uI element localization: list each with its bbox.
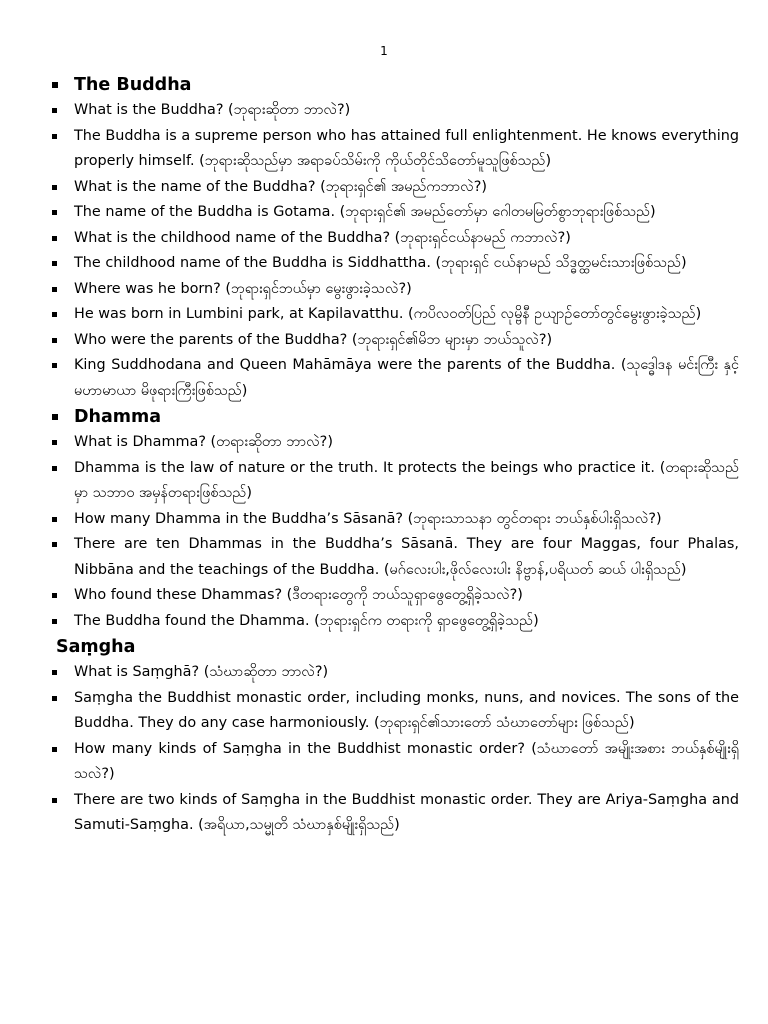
section-heading — [0, 634, 768, 660]
bullet-icon — [52, 185, 57, 190]
list-item — [0, 200, 768, 226]
bullet-icon — [52, 134, 57, 139]
list-item-text: The Buddha is a supreme person who has attained full enlightenment. He knows everything properly himself. (ဘုရားဆိုသည်မှာ အရာခပ်သိမ်းကို ကိုယ်တိုင်သိတော်မူသူဖြစ်သည်) — [74, 127, 739, 169]
bullet-icon — [52, 261, 57, 266]
list-item-text: There are two kinds of Saṃgha in the Buddhist monastic order. They are Ariya-Saṃgha and Samuti-Saṃgha. (အရိယာ,သမ္မုတိ သံဃာနှစ်မျိုးရှိသည်) — [74, 791, 739, 833]
list-item-text: The Buddha found the Dhamma. (ဘုရားရှင်က တရားကို ရှာဖွေတွေ့ရှိခဲ့သည်) — [74, 612, 539, 629]
list-item — [0, 277, 768, 303]
list-item-text: What is Dhamma? (တရားဆိုတာ ဘာလဲ?) — [74, 434, 333, 450]
bullet-icon — [52, 338, 57, 343]
bullet-icon — [52, 440, 57, 445]
list-item-text: What is Saṃghā? (သံဃာဆိုတာ ဘာလဲ?) — [74, 664, 329, 680]
list-item-text: Where was he born? (ဘုရားရှင်ဘယ်မှာ မွေးဖွားခဲ့သလဲ?) — [74, 280, 412, 297]
list-item-text: Who were the parents of the Buddha? (ဘုရားရှင်၏မိဘ များမှာ ဘယ်သူလဲ?) — [74, 331, 553, 348]
list-item-text: What is the Buddha? (ဘုရားဆိုတာ ဘာလဲ?) — [74, 102, 351, 118]
bullet-icon — [52, 414, 58, 420]
list-item — [0, 353, 768, 404]
list-item-text: King Suddhodana and Queen Mahāmāya were the parents of the Buddha. (သုဒ္ဓေါဒန မင်းကြီး နှင့်မဟာမာယာ မိဖုရားကြီးဖြစ်သည်) — [74, 357, 739, 399]
bullet-icon — [52, 747, 57, 752]
list-item — [0, 507, 768, 533]
list-item — [0, 98, 768, 124]
list-item-text: How many kinds of Saṃgha in the Buddhist monastic order? (သံဃာတော် အမျိုးအစား ဘယ်နှစ်မျိုးရှိသလဲ?) — [74, 740, 739, 782]
list-item — [0, 456, 768, 507]
list-item — [0, 302, 768, 328]
section-heading-text: Saṃgha — [56, 637, 136, 657]
list-item-text: He was born in Lumbini park, at Kapilavatthu. (ကပိလဝတ်ပြည် လုမ္ဗိနီ ဥယျာဉ်တော်တွင်မွေးဖွားခဲ့သည်) — [74, 306, 702, 322]
section-heading-text: The Buddha — [74, 75, 192, 95]
bullet-icon — [52, 696, 57, 701]
bullet-icon — [52, 670, 57, 675]
list-item — [0, 175, 768, 201]
list-item-text: How many Dhamma in the Buddha’s Sāsanā? (ဘုရားသာသနာ တွင်တရား ဘယ်နှစ်ပါးရှိသလဲ?) — [74, 510, 662, 527]
bullet-icon — [52, 517, 57, 522]
bullet-icon — [52, 593, 57, 598]
bullet-icon — [52, 466, 57, 471]
bullet-icon — [52, 363, 57, 368]
bullet-icon — [52, 210, 57, 215]
section-heading — [0, 404, 768, 430]
list-item — [0, 532, 768, 583]
bullet-icon — [52, 287, 57, 292]
bullet-icon — [52, 82, 58, 88]
list-item-text: There are ten Dhammas in the Buddha’s Sāsanā. They are four Maggas, four Phalas, Nibbāna and the teachings of the Buddha. (မဂ်လေးပါး,ဖိုလ်လေးပါး နိဗ္ဗာန်,ပရိယတ် ဆယ် ပါးရှိသည်) — [74, 536, 739, 578]
list-item-text: The name of the Buddha is Gotama. (ဘုရားရှင်၏ အမည်တော်မှာ ဂေါတမမြတ်စွာဘုရားဖြစ်သည်) — [74, 204, 656, 220]
bullet-icon — [52, 312, 57, 317]
list-item-text: Dhamma is the law of nature or the truth. It protects the beings who practice it. (တရားဆိုသည်မှာ သဘာဝ အမှန်တရားဖြစ်သည်) — [74, 459, 739, 501]
list-item-text: What is the childhood name of the Buddha? (ဘုရားရှင်ငယ်နာမည် ကဘာလဲ?) — [74, 229, 571, 246]
bullet-icon — [52, 236, 57, 241]
list-item — [0, 124, 768, 175]
bullet-icon — [52, 542, 57, 547]
list-item — [0, 686, 768, 737]
list-item-text: The childhood name of the Buddha is Siddhattha. (ဘုရားရှင် ငယ်နာမည် သိဒ္ဓတ္ထမင်းသားဖြစ်သည်) — [74, 255, 687, 271]
list-item-text: Who found these Dhammas? (ဒီတရားတွေကို ဘယ်သူရှာဖွေတွေ့ရှိခဲ့သလဲ?) — [74, 587, 523, 603]
list-item — [0, 737, 768, 788]
list-item — [0, 583, 768, 609]
list-item-text: Saṃgha the Buddhist monastic order, including monks, nuns, and novices. The sons of the Buddha. They do any case harmoniously. (ဘုရားရှင်၏သားတော် သံဃာတော်များ ဖြစ်သည်) — [74, 689, 739, 731]
section-heading — [0, 72, 768, 98]
bullet-icon — [52, 619, 57, 624]
bullet-icon — [52, 798, 57, 803]
list-item — [0, 660, 768, 686]
list-item — [0, 788, 768, 839]
list-item — [0, 251, 768, 277]
list-item — [0, 226, 768, 252]
bullet-icon — [52, 108, 57, 113]
document-body — [0, 72, 768, 839]
list-item-text: What is the name of the Buddha? (ဘုရားရှင်၏ အမည်ကဘာလဲ?) — [74, 178, 487, 195]
page-number: 1 — [380, 44, 388, 58]
list-item — [0, 430, 768, 456]
list-item — [0, 609, 768, 635]
list-item — [0, 328, 768, 354]
section-heading-text: Dhamma — [74, 407, 162, 427]
